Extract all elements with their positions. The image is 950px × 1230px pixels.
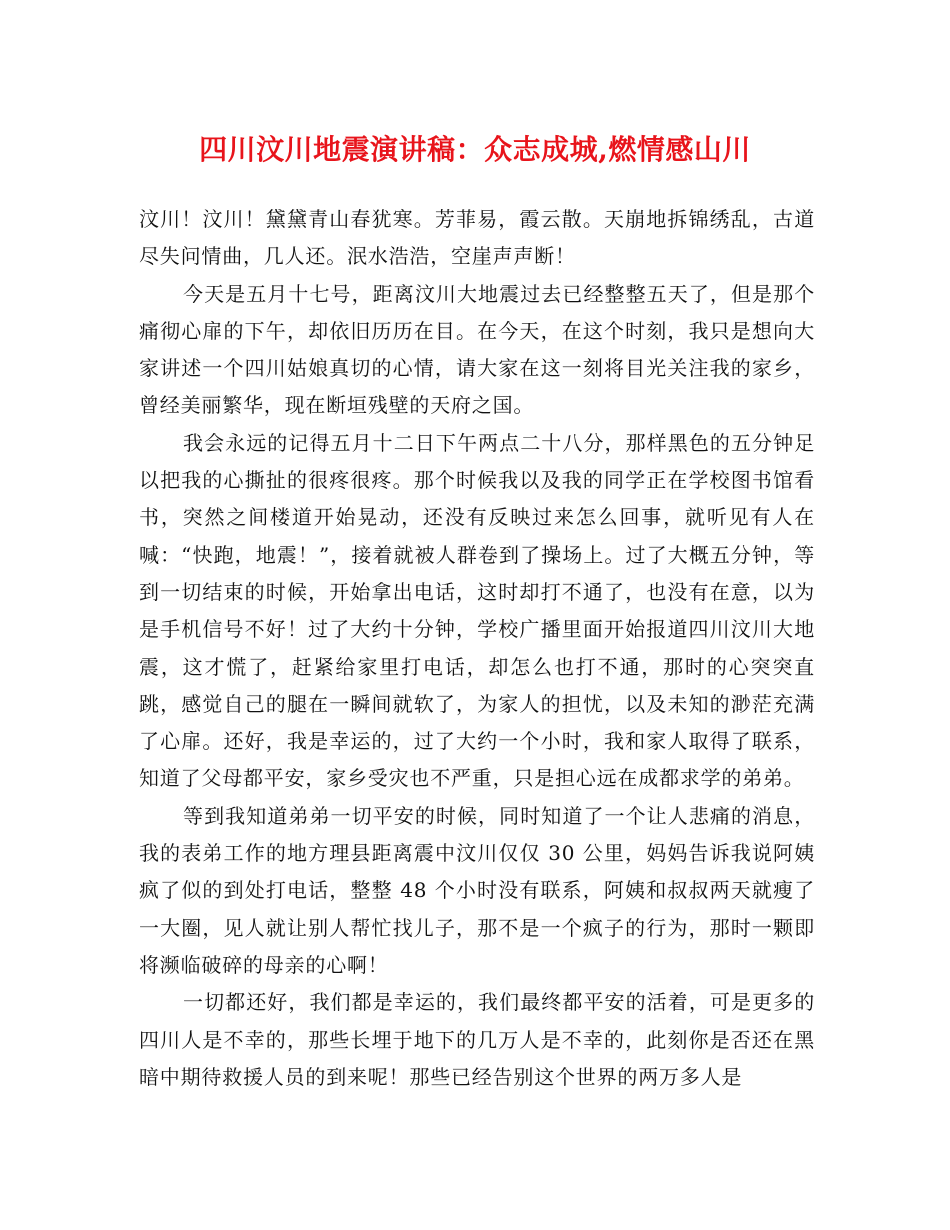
- document-body: [139, 201, 815, 1096]
- paragraph: 等到我知道弟弟一切平安的时候，同时知道了一个让人悲痛的消息，我的表弟工作的地方理县距离震中汶川仅仅 30 公里，妈妈告诉我说阿姨疯了似的到处打电话，整整 48 个小时没有联系，阿姨和叔叔两天就瘦了一大圈，见人就让别人帮忙找儿子，那不是一个疯子的行为，那时一颗即将濒临破碎的母亲的心啊！: [139, 803, 815, 977]
- paragraph-poem: 汶川！汶川！黛黛青山春犹寒。芳菲易，霞云散。天崩地拆锦绣乱，古道尽失问情曲，几人还。泯水浩浩，空崖声声断！: [139, 207, 815, 269]
- paragraph: 一切都还好，我们都是幸运的，我们最终都平安的活着，可是更多的四川人是不幸的，那些长埋于地下的几万人是不幸的，此刻你是否还在黑暗中期待救援人员的到来呢！那些已经告别这个世界的两万多人是: [139, 990, 815, 1089]
- page-title: 四川汶川地震演讲稿：众志成城,燃情感山川: [199, 133, 751, 166]
- paragraph: 今天是五月十七号，距离汶川大地震过去已经整整五天了，但是那个痛彻心扉的下午，却依旧历历在目。在今天，在这个时刻，我只是想向大家讲述一个四川姑娘真切的心情，请大家在这一刻将目光关注我的家乡，曾经美丽繁华，现在断垣残壁的天府之国。: [139, 281, 815, 418]
- paragraph: 我会永远的记得五月十二日下午两点二十八分，那样黑色的五分钟足以把我的心撕扯的很疼很疼。那个时候我以及我的同学正在学校图书馆看书，突然之间楼道开始晃动，还没有反映过来怎么回事，就听见有人在喊：“快跑，地震！”，接着就被人群卷到了操场上。过了大概五分钟，等到一切结束的时候，开始拿出电话，这时却打不通了，也没有在意，以为是手机信号不好！过了大约十分钟，学校广播里面开始报道四川汶川大地震，这才慌了，赶紧给家里打电话，却怎么也打不通，那时的心突突直跳，感觉自己的腿在一瞬间就软了，为家人的担忧，以及未知的渺茫充满了心扉。还好，我是幸运的，过了大约一个小时，我和家人取得了联系，知道了父母都平安，家乡受灾也不严重，只是担心远在成都求学的弟弟。: [139, 430, 815, 791]
